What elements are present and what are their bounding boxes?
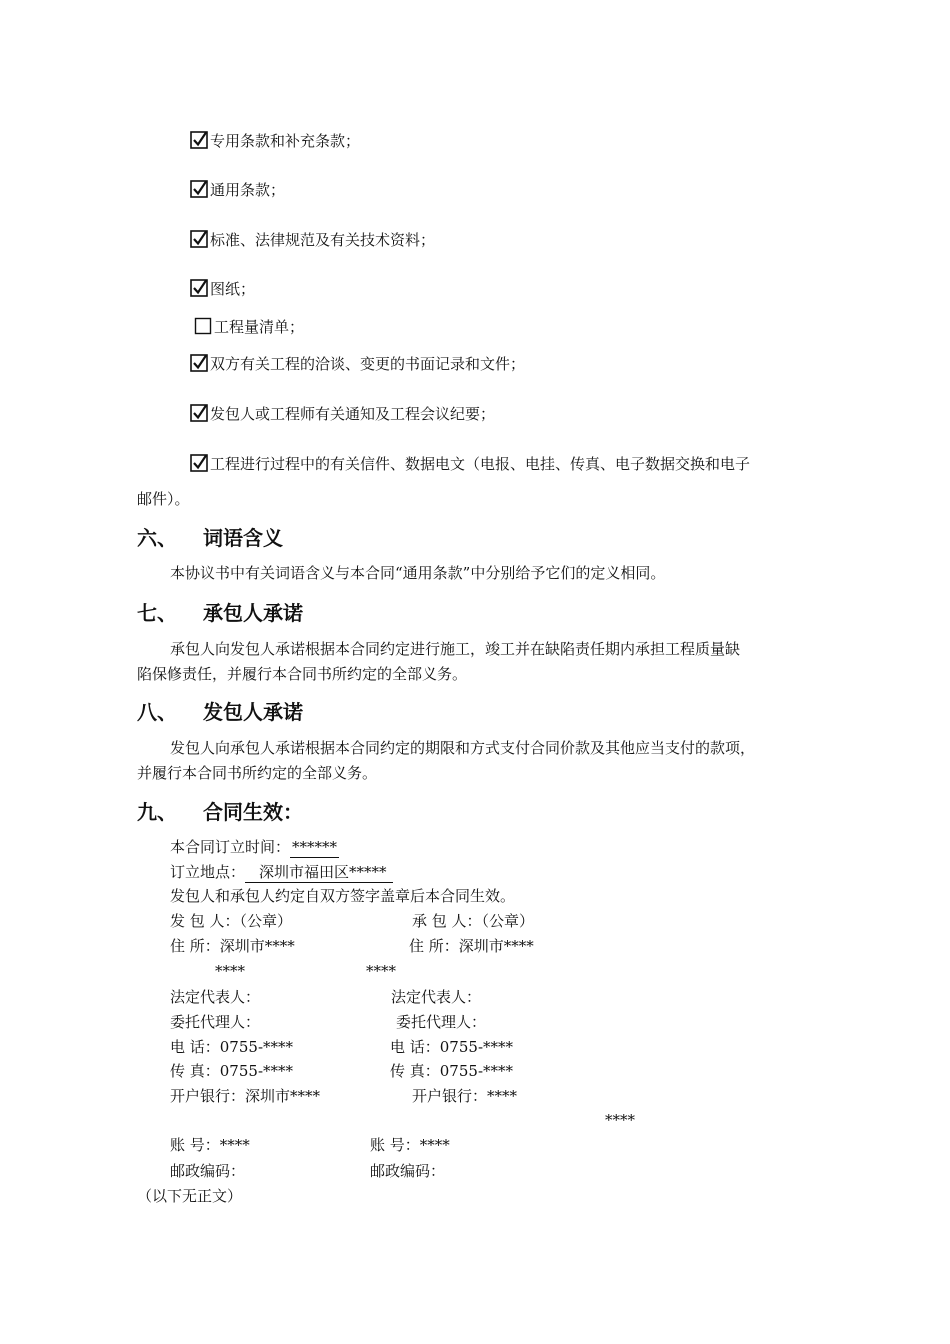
section-body-line: 陷保修责任，并履行本合同书所约定的全部义务。 (137, 665, 468, 683)
checklist-item-continuation: 邮件）。 (137, 490, 190, 508)
contractor-phone: 电 话：0755-**** (390, 1038, 514, 1056)
employer-bank: 开户银行：深圳市**** (170, 1087, 321, 1105)
checklist-item (190, 180, 285, 200)
section-title: 词语含义 (203, 526, 283, 550)
contract-date-label: 本合同订立时间： (170, 838, 291, 856)
section-title: 承包人承诺 (203, 601, 303, 625)
effect-statement: 发包人和承包人约定自双方签字盖章后本合同生效。 (170, 887, 516, 905)
contractor-bank-cont: **** (605, 1111, 635, 1129)
contractor-account: 账 号：**** (370, 1136, 450, 1154)
employer-name: 发 包 人：（公章） (170, 912, 293, 930)
contract-date-value: ****** (292, 838, 338, 856)
section-heading (137, 699, 303, 725)
checklist-item-label: 双方有关工程的洽谈、变更的书面记录和文件； (210, 355, 526, 373)
employer-postcode: 邮政编码： (170, 1162, 246, 1180)
employer-account: 账 号：**** (170, 1136, 250, 1154)
checklist-item (190, 454, 750, 474)
employer-legal-rep: 法定代表人： (170, 988, 261, 1006)
contractor-address: 住 所：深圳市**** (409, 937, 534, 955)
section-heading (137, 600, 303, 626)
section-heading (137, 799, 303, 825)
employer-address-cont: **** (215, 962, 245, 980)
contractor-name: 承 包 人：（公章） (412, 912, 535, 930)
section-body-line: 发包人向承包人承诺根据本合同约定的期限和方式支付合同价款及其他应当支付的款项， (170, 739, 756, 757)
checklist-item-label: 工程量清单； (214, 318, 305, 336)
employer-fax: 传 真：0755-**** (170, 1062, 294, 1080)
section-title: 合同生效： (203, 800, 303, 824)
checklist-item (190, 230, 435, 250)
checklist-item (194, 317, 304, 337)
contractor-agent: 委托代理人： (396, 1013, 487, 1031)
employer-phone: 电 话：0755-**** (170, 1038, 294, 1056)
checked-box-icon (190, 131, 208, 149)
contractor-address-cont: **** (366, 962, 396, 980)
employer-address: 住 所：深圳市**** (170, 937, 295, 955)
section-body: 本协议书中有关词语含义与本合同“通用条款”中分别给予它们的定义相同。 (170, 564, 666, 582)
contract-date (170, 837, 339, 858)
checked-box-icon (190, 354, 208, 372)
contract-place-label: 订立地点： (170, 863, 246, 881)
contract-place (170, 862, 393, 883)
checklist-item-label: 专用条款和补充条款； (210, 132, 361, 150)
section-number: 七、 (137, 601, 177, 625)
checked-box-icon (190, 404, 208, 422)
checklist-item (190, 131, 360, 151)
section-number: 六、 (137, 526, 177, 550)
empty-box-icon (194, 317, 212, 335)
section-number: 九、 (137, 800, 177, 824)
contract-place-value: 深圳市福田区***** (245, 862, 393, 883)
employer-agent: 委托代理人： (170, 1013, 261, 1031)
contractor-fax: 传 真：0755-**** (390, 1062, 514, 1080)
checklist-item-label: 工程进行过程中的有关信件、数据电文（电报、电挂、传真、电子数据交换和电子 (210, 455, 751, 473)
checklist-item-label: 通用条款； (210, 181, 286, 199)
contractor-postcode: 邮政编码： (370, 1162, 446, 1180)
contractor-bank: 开户银行：**** (412, 1087, 518, 1105)
checked-box-icon (190, 454, 208, 472)
checklist-item (190, 354, 525, 374)
section-body-line: 承包人向发包人承诺根据本合同约定进行施工，竣工并在缺陷责任期内承担工程质量缺 (170, 640, 741, 658)
checklist-item-label: 发包人或工程师有关通知及工程会议纪要； (210, 405, 496, 423)
checklist-item (190, 279, 255, 299)
checked-box-icon (190, 279, 208, 297)
checklist-item-label: 标准、法律规范及有关技术资料； (210, 231, 436, 249)
checklist-item-label: 图纸； (210, 280, 256, 298)
footer-note: （以下无正文） (137, 1187, 243, 1205)
checked-box-icon (190, 230, 208, 248)
checklist-item (190, 404, 495, 424)
checked-box-icon (190, 180, 208, 198)
section-body-line: 并履行本合同书所约定的全部义务。 (137, 764, 378, 782)
contractor-legal-rep: 法定代表人： (391, 988, 482, 1006)
section-heading (137, 525, 283, 551)
section-title: 发包人承诺 (203, 700, 303, 724)
section-number: 八、 (137, 700, 177, 724)
